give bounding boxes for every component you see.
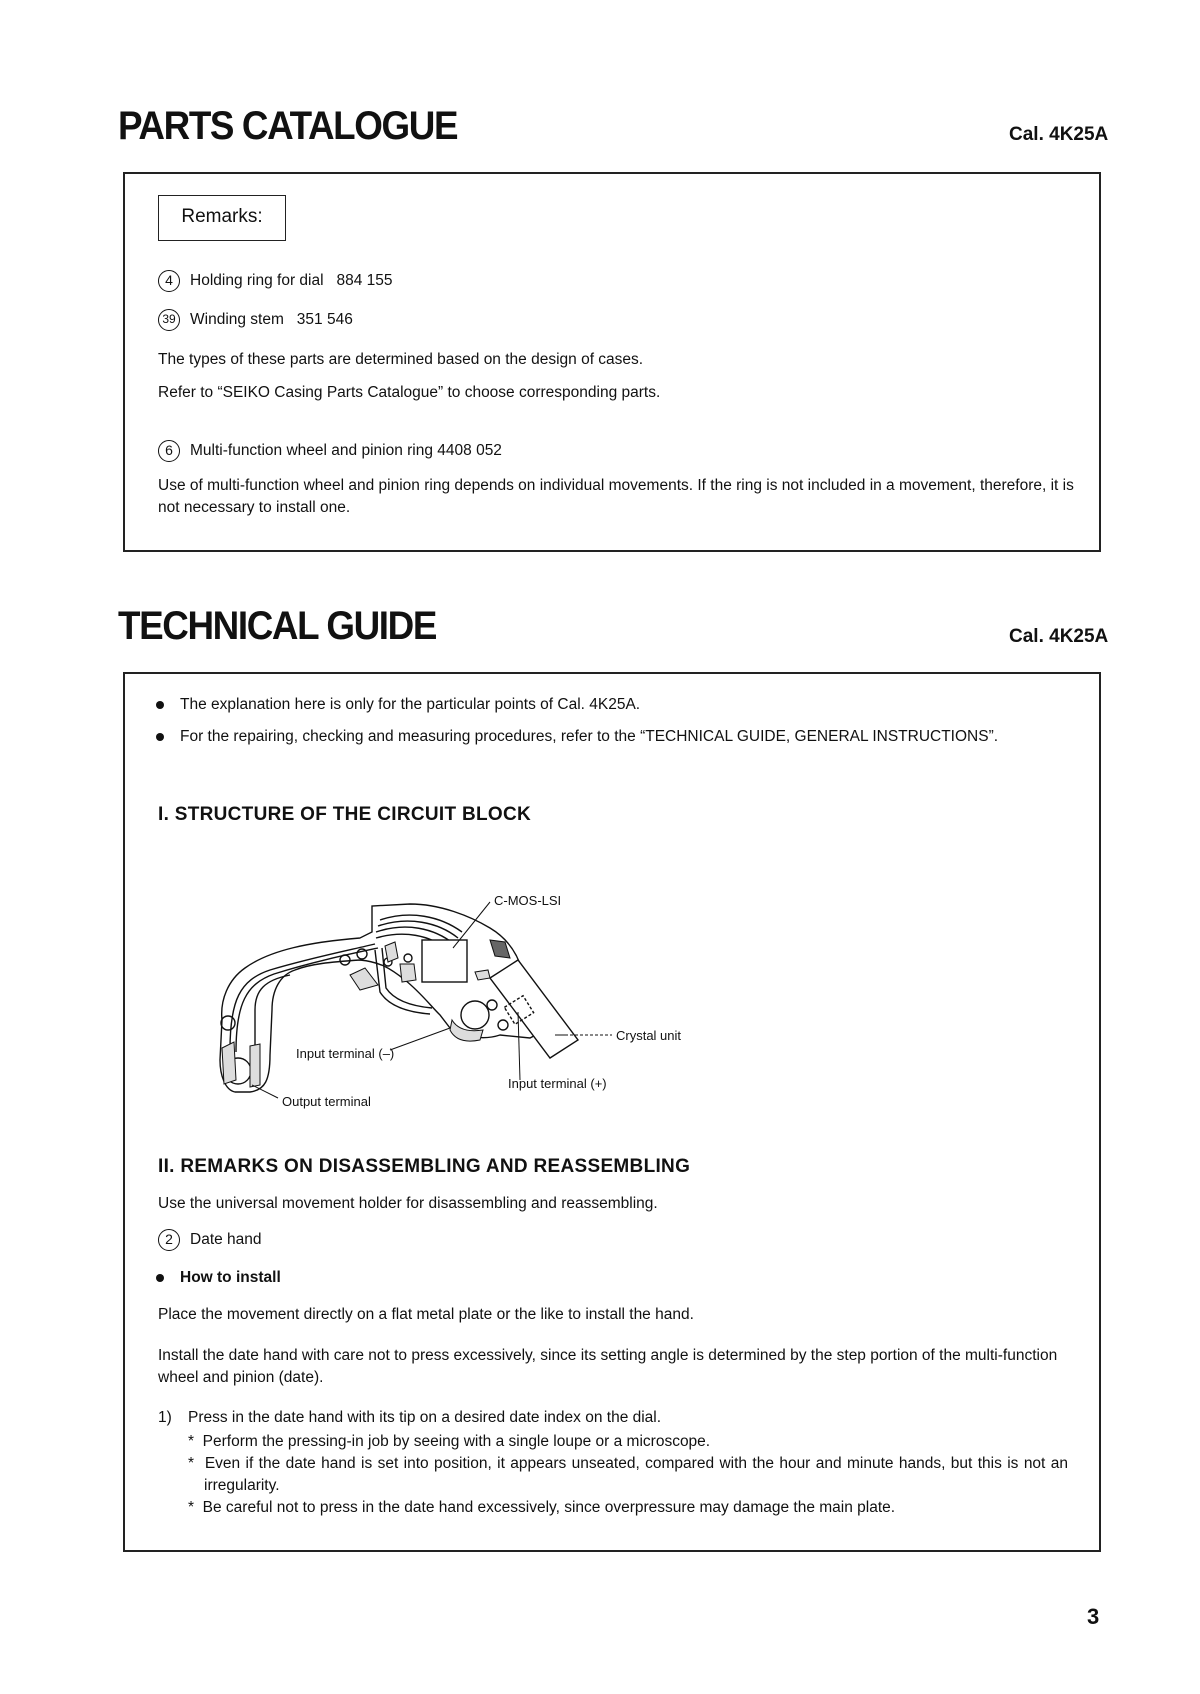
part-item-text: Winding stem 351 546 bbox=[190, 311, 353, 329]
step-note bbox=[188, 1431, 1068, 1453]
date-hand-item bbox=[158, 1229, 262, 1251]
part-number-circle: 4 bbox=[158, 270, 180, 292]
solder-pad bbox=[222, 1042, 236, 1084]
circuit-hole bbox=[487, 1000, 497, 1010]
step-note bbox=[188, 1497, 1068, 1519]
circuit-hole bbox=[340, 955, 350, 965]
date-hand-text: Date hand bbox=[190, 1231, 262, 1249]
label-cmos-lsi: C-MOS-LSI bbox=[494, 893, 562, 908]
parts-catalogue-caliber: Cal. 4K25A bbox=[1009, 124, 1109, 145]
step-note-text: Even if the date hand is set into position, it appears unseated, compared with the hour and minute hands, but this is not an irregularity. bbox=[204, 1455, 1068, 1494]
part-item-multi-function-ring bbox=[158, 440, 502, 462]
circuit-trace bbox=[236, 948, 378, 1052]
solder-pad bbox=[450, 1020, 483, 1041]
label-input-terminal-plus: Input terminal (+) bbox=[508, 1076, 607, 1091]
asterisk-icon: * bbox=[188, 1433, 203, 1450]
crystal-unit bbox=[490, 960, 578, 1058]
step-1-text: Press in the date hand with its tip on a desired date index on the dial. bbox=[188, 1409, 662, 1426]
circuit-hole bbox=[404, 954, 412, 962]
parts-para-3: Use of multi-function wheel and pinion ring depends on individual movements. If the ring is not included in a movement, therefore, it is not necessary to install one. bbox=[158, 477, 1074, 516]
remarks-box bbox=[158, 195, 286, 241]
part-item-winding-stem bbox=[158, 309, 353, 331]
parts-para-1: The types of these parts are determined based on the design of cases. bbox=[158, 351, 644, 368]
label-crystal-unit: Crystal unit bbox=[616, 1028, 682, 1043]
bullet-icon bbox=[156, 733, 164, 741]
asterisk-icon: * bbox=[188, 1455, 205, 1472]
circuit-trace bbox=[380, 915, 462, 932]
step-note-text: Be careful not to press in the date hand excessively, since overpressure may damage the main plate. bbox=[202, 1499, 896, 1516]
parts-catalogue-title: PARTS CATALOGUE bbox=[118, 104, 458, 148]
solder-pad bbox=[350, 968, 378, 990]
guide-bullet-2 bbox=[156, 726, 1061, 748]
section-1-heading: I. STRUCTURE OF THE CIRCUIT BLOCK bbox=[158, 804, 531, 825]
circuit-board-outline bbox=[220, 904, 545, 1092]
part-item-holding-ring bbox=[158, 270, 393, 292]
circuit-hole bbox=[221, 1016, 235, 1030]
bullet-icon bbox=[156, 701, 164, 709]
step-1-number: 1) bbox=[158, 1409, 172, 1426]
circuit-hole bbox=[461, 1001, 489, 1029]
bullet-text: For the repairing, checking and measuring procedures, refer to the “TECHNICAL GUIDE, GENERAL INSTRUCTIONS”. bbox=[180, 728, 999, 745]
step-note bbox=[188, 1453, 1068, 1497]
solder-pad bbox=[400, 964, 416, 982]
remarks-label: Remarks: bbox=[181, 206, 263, 227]
part-number-circle: 6 bbox=[158, 440, 180, 462]
solder-pad bbox=[475, 970, 490, 980]
circuit-block-diagram bbox=[200, 880, 720, 1120]
circuit-hole bbox=[498, 1020, 508, 1030]
cmos-lsi-chip bbox=[422, 940, 467, 982]
part-item-text: Multi-function wheel and pinion ring 4408 052 bbox=[190, 442, 502, 460]
guide-bullet-1 bbox=[156, 694, 1076, 716]
install-para-1: Place the movement directly on a flat metal plate or the like to install the hand. bbox=[158, 1306, 694, 1323]
part-item-text: Holding ring for dial 884 155 bbox=[190, 272, 393, 290]
install-para-2: Install the date hand with care not to press excessively, since its setting angle is determined by the step portion of the multi-function wheel and pinion (date). bbox=[158, 1347, 1058, 1386]
technical-guide-title: TECHNICAL GUIDE bbox=[118, 604, 437, 648]
section-2-intro: Use the universal movement holder for disassembling and reassembling. bbox=[158, 1195, 658, 1212]
solder-pad bbox=[250, 1044, 260, 1087]
label-output-terminal: Output terminal bbox=[282, 1094, 371, 1109]
leader-line-output bbox=[252, 1085, 278, 1098]
parts-para-2: Refer to “SEIKO Casing Parts Catalogue” to choose corresponding parts. bbox=[158, 384, 661, 401]
page-number: 3 bbox=[1087, 1604, 1100, 1629]
solder-pad bbox=[385, 942, 398, 962]
section-2-heading: II. REMARKS ON DISASSEMBLING AND REASSEMBLING bbox=[158, 1156, 691, 1177]
circuit-hole bbox=[357, 949, 367, 959]
step-note-text: Perform the pressing-in job by seeing with a single loupe or a microscope. bbox=[202, 1433, 711, 1450]
leader-line-input-plus bbox=[518, 1012, 520, 1080]
how-to-install bbox=[156, 1267, 281, 1289]
bullet-text: The explanation here is only for the particular points of Cal. 4K25A. bbox=[180, 696, 641, 713]
technical-guide-caliber: Cal. 4K25A bbox=[1009, 626, 1109, 647]
bullet-icon bbox=[156, 1274, 164, 1282]
step-1-notes bbox=[188, 1431, 1068, 1519]
part-number-circle: 39 bbox=[158, 309, 180, 331]
leader-line-input-minus bbox=[390, 1028, 450, 1050]
part-number-circle: 2 bbox=[158, 1229, 180, 1251]
how-to-install-text: How to install bbox=[180, 1269, 281, 1286]
label-input-terminal-minus: Input terminal (–) bbox=[296, 1046, 395, 1061]
asterisk-icon: * bbox=[188, 1499, 203, 1516]
